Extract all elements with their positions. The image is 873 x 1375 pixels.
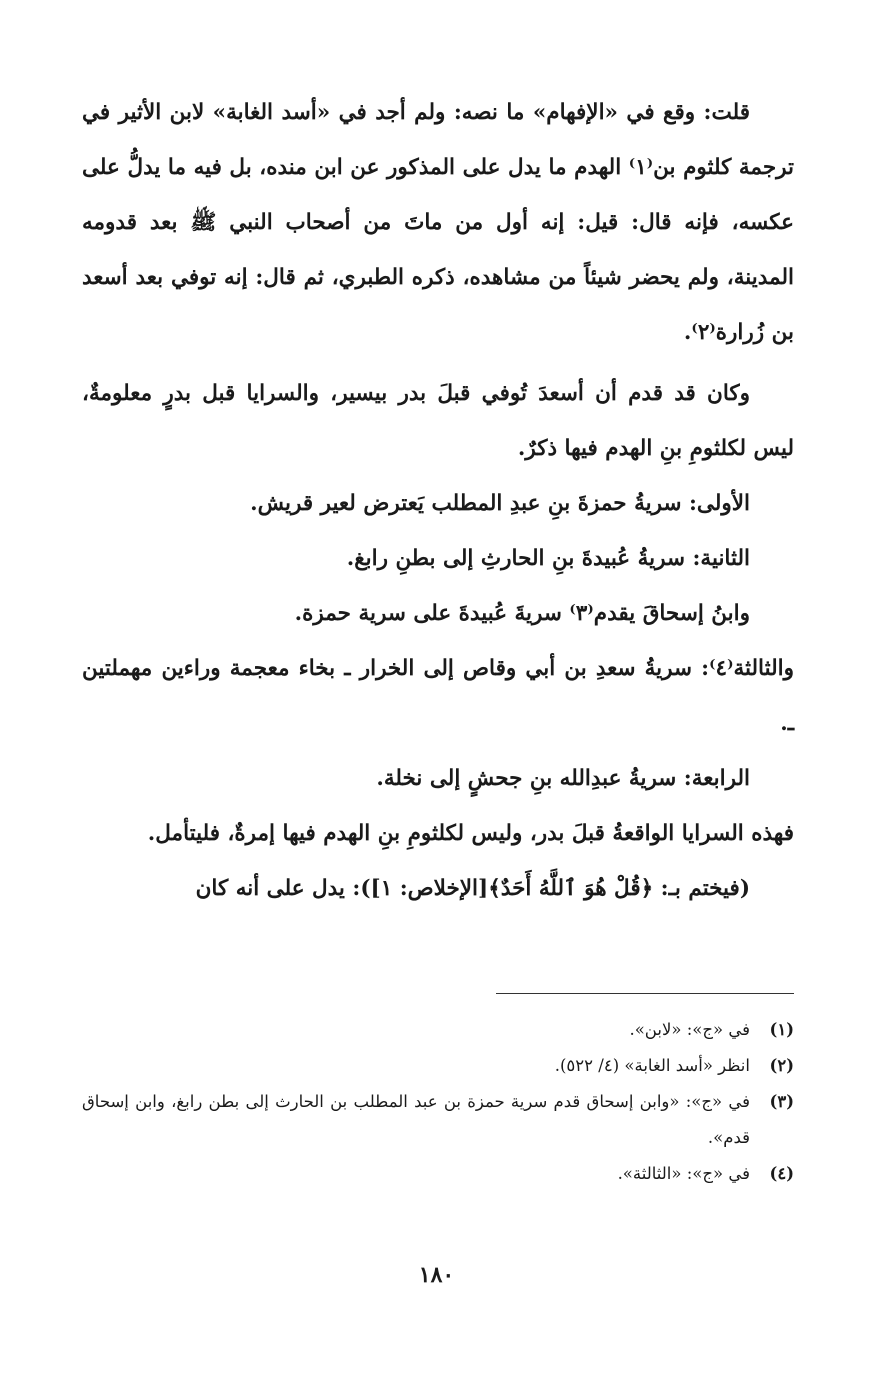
- footnote-text: في «ج»: «الثالثة».: [617, 1164, 750, 1183]
- paragraph-4: الثانية: سريةُ عُبيدةَ بنِ الحارثِ إلى بطنِ رابغ.: [346, 546, 750, 571]
- footnote-item: [82, 1012, 794, 1048]
- paragraph-1: قلت: وقع في «الإفهام» ما نصه: ولم أجد في «أسد الغابة» لابن الأثير في ترجمة كلثوم بن⁽١⁾ الهدم ما يدل على المذكور عن ابن منده، بل فيه ما يدلُّ على عكسه، فإنه قال: قيل: إنه أول من ماتَ من أصحاب النبي ﷺ بعد قدومه المدينة، ولم يحضر شيئاً من مشاهده، ذكره الطبري، ثم قال: إنه توفي بعد أسعد بن زُرارة⁽٢⁾.: [82, 100, 795, 345]
- footnote-number: (٣): [769, 1092, 794, 1111]
- footnote-item: [82, 1048, 794, 1084]
- page-number: ١٨٠: [418, 1262, 455, 1288]
- footnote-text: في «ج»: «وابن إسحاق قدم سرية حمزة بن عبد المطلب بن الحارث إلى بطن رابغ، وابن إسحاق قدم».: [82, 1092, 750, 1147]
- footnotes: [82, 1012, 794, 1192]
- paragraph-6: والثالثة⁽٤⁾: سريةُ سعدِ بن أبي وقاص إلى الخرار ـ بخاء معجمة وراءين مهملتين ـ.: [82, 656, 794, 736]
- footnote-text: في «ج»: «لابن».: [629, 1020, 750, 1039]
- paragraph-7: الرابعة: سريةُ عبدِالله بنِ جحشٍ إلى نخلة.: [376, 766, 750, 791]
- main-text: [82, 85, 794, 916]
- footnote-item: [82, 1084, 794, 1156]
- paragraph-9: (فيختم بـ: ﴿قُلْ هُوَ ٱللَّهُ أَحَدٌ﴾[الإخلاص: ١]): يدل على أنه كان: [195, 876, 750, 901]
- footnote-item: [82, 1156, 794, 1192]
- footnote-divider: [496, 993, 794, 994]
- footnote-number: (٤): [769, 1164, 794, 1183]
- footnote-number: (٢): [769, 1056, 794, 1075]
- paragraph-2: وكان قد قدم أن أسعدَ تُوفي قبلَ بدر بيسير، والسرايا قبل بدرٍ معلومةٌ، ليس لكلثومِ بنِ الهدم فيها ذكرٌ.: [82, 381, 794, 461]
- paragraph-8: فهذه السرايا الواقعةُ قبلَ بدر، وليس لكلثومِ بنِ الهدم فيها إمرةٌ، فليتأمل.: [147, 821, 794, 846]
- paragraph-5: وابنُ إسحاقَ يقدم⁽٣⁾ سريةَ عُبيدةَ على سرية حمزة.: [294, 601, 750, 626]
- footnote-number: (١): [769, 1020, 794, 1039]
- footnote-text: انظر «أسد الغابة» (٤/ ٥٢٢).: [554, 1056, 750, 1075]
- paragraph-3: الأولى: سريةُ حمزةَ بنِ عبدِ المطلب يَعترض لعير قريش.: [250, 491, 750, 516]
